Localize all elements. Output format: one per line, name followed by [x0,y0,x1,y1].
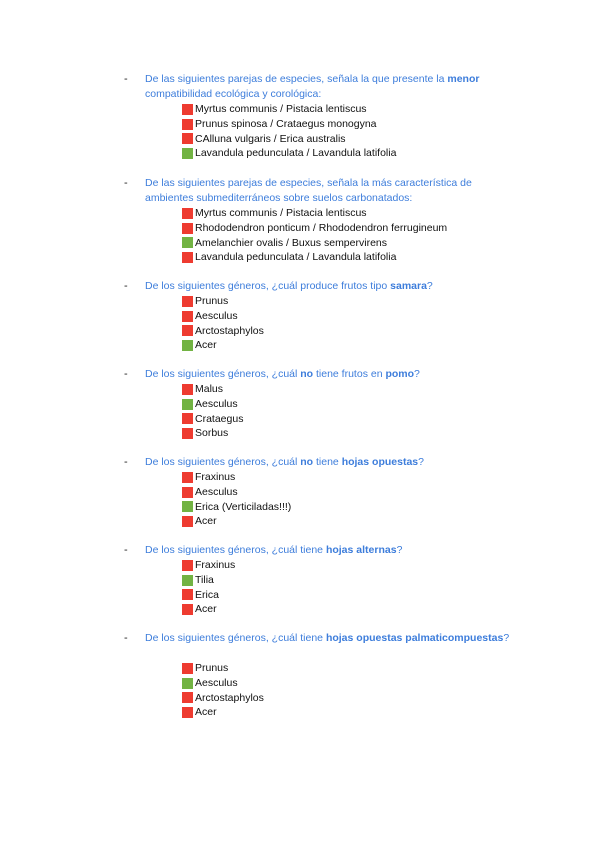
question-fragment: tiene frutos en [313,368,386,380]
correct-marker-icon [182,148,193,159]
answer-option [182,573,235,588]
question-text [145,631,515,646]
answer-option [182,470,291,485]
answer-label: Acer [195,339,217,352]
wrong-marker-icon [182,692,193,703]
bullet-dash: - [124,544,128,556]
question-fragment: De los siguientes géneros, ¿cuál [145,456,301,468]
answer-option [182,499,291,514]
question-text [145,176,515,205]
wrong-marker-icon [182,208,193,219]
question-fragment: De las siguientes parejas de especies, señala la que presente la [145,73,448,85]
correct-marker-icon [182,501,193,512]
answer-label: Amelanchier ovalis / Buxus sempervirens [195,236,387,249]
bullet-dash: - [124,280,128,292]
question-fragment: De los siguientes géneros, ¿cuál tiene [145,544,326,556]
wrong-marker-icon [182,252,193,263]
wrong-marker-icon [182,516,193,527]
answer-label: Tilia [195,574,214,587]
question-text [145,543,515,558]
question-text [145,367,515,382]
question-fragment: ? [418,456,424,468]
answer-option [182,485,291,500]
question-fragment: compatibilidad ecológica y corológica: [145,87,322,100]
question-emphasis: no [300,368,314,380]
question-fragment: tiene [313,456,342,468]
answer-option [182,690,264,705]
answer-option [182,676,264,691]
answer-option [182,294,264,309]
wrong-marker-icon [182,133,193,144]
wrong-marker-icon [182,487,193,498]
answer-label: Arctostaphylos [195,691,264,704]
question-text [145,72,515,101]
answer-label: Lavandula pedunculata / Lavandula latifolia [195,147,397,160]
question-fragment: De los siguientes géneros, ¿cuál [145,368,301,380]
wrong-marker-icon [182,604,193,615]
answer-label: Fraxinus [195,559,236,572]
question-fragment: De los siguientes géneros, ¿cuál produce frutos tipo [145,280,391,292]
answer-label: Acer [195,515,217,528]
answer-label: Prunus spinosa / Crataegus monogyna [195,118,377,131]
answer-label: Malus [195,383,224,396]
correct-marker-icon [182,575,193,586]
wrong-marker-icon [182,104,193,115]
answer-label: Aesculus [195,310,238,323]
question-emphasis: no [300,456,314,468]
answer-option [182,131,396,146]
question-fragment: ? [414,368,420,380]
answer-options [182,294,264,353]
answer-label: CAlluna vulgaris / Erica australis [195,132,346,145]
answer-option [182,602,235,617]
question-fragment: De los siguientes géneros, ¿cuál tiene [145,632,326,644]
answer-option [182,221,447,236]
wrong-marker-icon [182,384,193,395]
correct-marker-icon [182,237,193,248]
bullet-dash: - [124,632,128,644]
answer-label: Prunus [195,662,229,675]
correct-marker-icon [182,399,193,410]
answer-label: Acer [195,603,217,616]
answer-label: Aesculus [195,677,238,690]
question-emphasis: pomo [385,368,415,380]
answer-option [182,426,243,441]
answer-label: Aesculus [195,398,238,411]
wrong-marker-icon [182,428,193,439]
bullet-dash: - [124,456,128,468]
answer-option [182,102,396,117]
answer-options [182,558,235,617]
wrong-marker-icon [182,413,193,424]
bullet-dash: - [124,368,128,380]
answer-label: Myrtus communis / Pistacia lentiscus [195,207,367,220]
answer-options [182,206,447,265]
wrong-marker-icon [182,296,193,307]
wrong-marker-icon [182,223,193,234]
answer-label: Fraxinus [195,471,236,484]
answer-label: Prunus [195,295,229,308]
answer-label: Acer [195,706,217,719]
answer-option [182,411,243,426]
correct-marker-icon [182,678,193,689]
bullet-dash: - [124,177,128,189]
correct-marker-icon [182,340,193,351]
answer-label: Arctostaphylos [195,324,264,337]
answer-label: Sorbus [195,427,229,440]
answer-option [182,514,291,529]
answer-option [182,382,243,397]
bullet-dash: - [124,73,128,85]
answer-options [182,661,264,720]
answer-option [182,235,447,250]
answer-option [182,661,264,676]
wrong-marker-icon [182,325,193,336]
wrong-marker-icon [182,589,193,600]
question-fragment: ? [426,280,433,292]
wrong-marker-icon [182,119,193,130]
answer-option [182,558,235,573]
answer-option [182,250,447,265]
answer-label: Aesculus [195,486,238,499]
answer-option [182,338,264,353]
wrong-marker-icon [182,472,193,483]
question-fragment: ? [396,544,403,556]
answer-label: Erica [195,588,219,601]
answer-options [182,470,291,529]
answer-label: Rhododendron ponticum / Rhododendron ferrugineum [195,222,448,235]
question-emphasis: hojas opuestas [341,456,419,468]
answer-option [182,146,396,161]
question-fragment: ? [503,632,510,644]
answer-option [182,705,264,720]
wrong-marker-icon [182,707,193,718]
answer-options [182,102,396,161]
answer-option [182,587,235,602]
question-emphasis: hojas alternas [325,544,397,556]
question-emphasis: hojas opuestas palmaticompuestas [325,632,504,644]
question-fragment: De las siguientes parejas de especies, señala la más característica de ambientes submediterráneos sobre suelos carbonatados: [145,177,472,204]
question-text [145,279,515,294]
wrong-marker-icon [182,663,193,674]
question-emphasis: samara [390,280,427,292]
question-text [145,455,515,470]
answer-option [182,117,396,132]
answer-label: Crataegus [195,412,244,425]
answer-label: Lavandula pedunculata / Lavandula latifolia [195,251,397,264]
answer-label: Myrtus communis / Pistacia lentiscus [195,103,367,116]
wrong-marker-icon [182,560,193,571]
question-emphasis: menor [447,73,480,85]
answer-option [182,206,447,221]
answer-option [182,397,243,412]
answer-label: Erica (Verticiladas!!!) [195,500,292,513]
answer-option [182,323,264,338]
answer-option [182,309,264,324]
wrong-marker-icon [182,311,193,322]
answer-options [182,382,243,441]
